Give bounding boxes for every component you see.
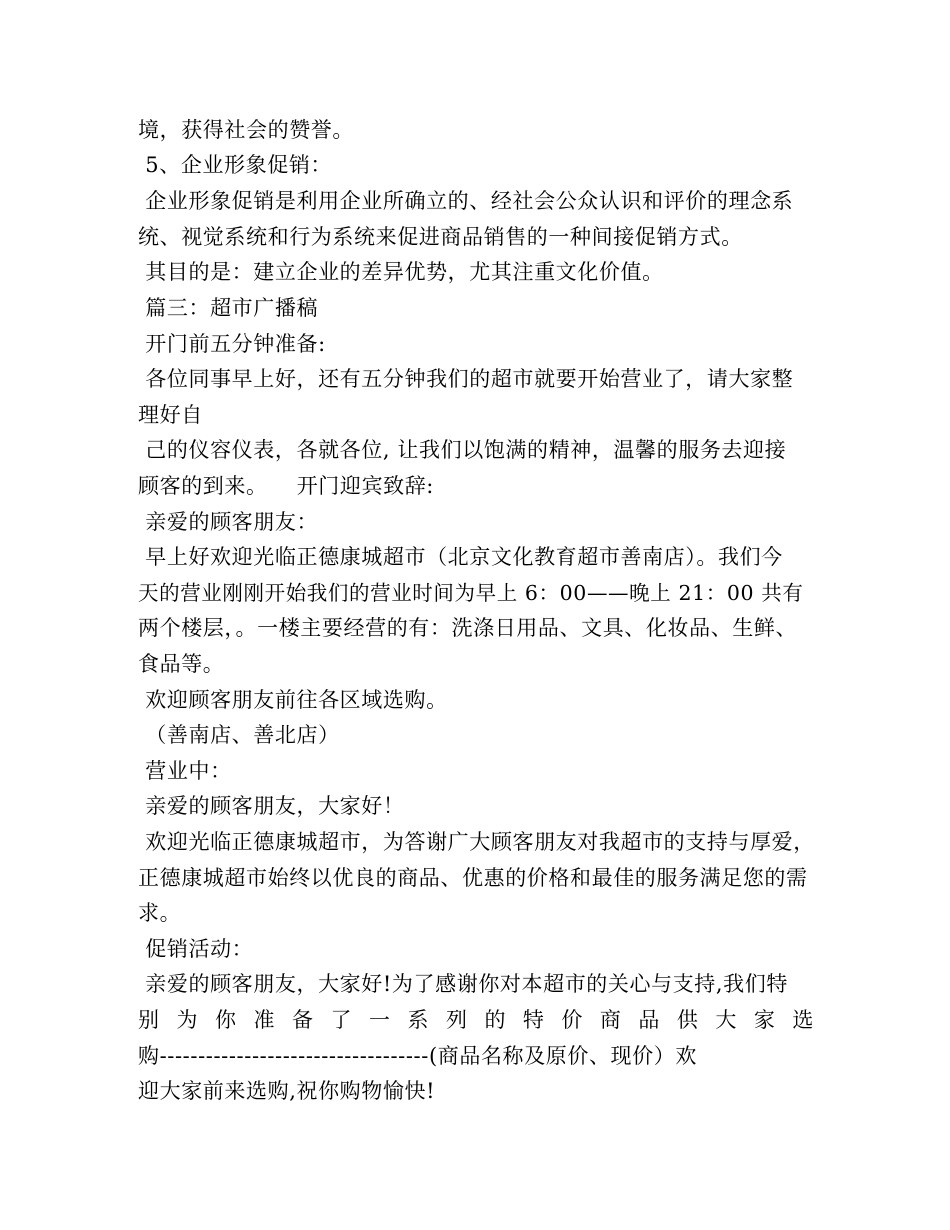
- text-line: 别 为 你 准 备 了 一 系 列 的 特 价 商 品 供 大 家 选: [138, 1008, 814, 1032]
- text-line: 境，获得社会的赞誉。: [138, 118, 354, 142]
- text-line: 5、企业形象促销：: [138, 153, 333, 177]
- text-line: 统、视觉系统和行为系统来促进商品销售的一种间接促销方式。: [138, 225, 743, 249]
- text-line: 求。: [138, 901, 182, 925]
- text-line: 亲爱的顾客朋友，大家好!为了感谢你对本超市的关心与支持,我们特: [138, 972, 788, 996]
- text-line: 购-----------------------------------(商品名称及原价、现价）欢: [138, 1044, 697, 1068]
- text-line: 企业形象促销是利用企业所确立的、经社会公众认识和评价的理念系: [138, 189, 794, 213]
- text-line: 欢迎光临正德康城超市，为答谢广大顾客朋友对我超市的支持与厚爱，: [138, 830, 815, 854]
- text-line: 早上好欢迎光临正德康城超市（北京文化教育超市善南店）。我们今: [138, 545, 783, 569]
- text-line: 亲爱的顾客朋友，大家好！: [138, 794, 405, 818]
- text-line: 其目的是：建立企业的差异优势，尤其注重文化价值。: [138, 260, 664, 284]
- text-line: 欢迎顾客朋友前往各区域选购。: [138, 688, 448, 712]
- text-line: 迎大家前来选购,祝你购物愉快!: [138, 1079, 436, 1103]
- text-line: 理好自: [138, 403, 203, 427]
- text-line: 天的营业刚刚开始我们的营业时间为早上 6：00——晚上 21：00 共有: [138, 581, 804, 605]
- text-line: 开门前五分钟准备:: [138, 332, 326, 356]
- text-line: 各位同事早上好，还有五分钟我们的超市就要开始营业了，请大家整: [138, 367, 794, 391]
- text-line: 篇三：超市广播稿: [138, 296, 319, 320]
- text-line: 亲爱的顾客朋友：: [138, 510, 319, 534]
- text-line: 促销活动：: [138, 937, 254, 961]
- text-line: 食品等。: [138, 652, 225, 676]
- text-line: 顾客的到来。 开门迎宾致辞:: [138, 474, 434, 498]
- text-line: 正德康城超市始终以优良的商品、优惠的价格和最佳的服务满足您的需: [138, 866, 808, 890]
- text-line: 两个楼层，。一楼主要经营的有：洗涤日用品、文具、化妆品、生鲜、: [138, 616, 798, 640]
- text-line: （善南店、善北店）: [138, 723, 340, 747]
- text-line: 己的仪容仪表，各就各位, 让我们以饱满的精神，温馨的服务去迎接: [138, 438, 787, 462]
- text-line: 营业中：: [138, 759, 232, 783]
